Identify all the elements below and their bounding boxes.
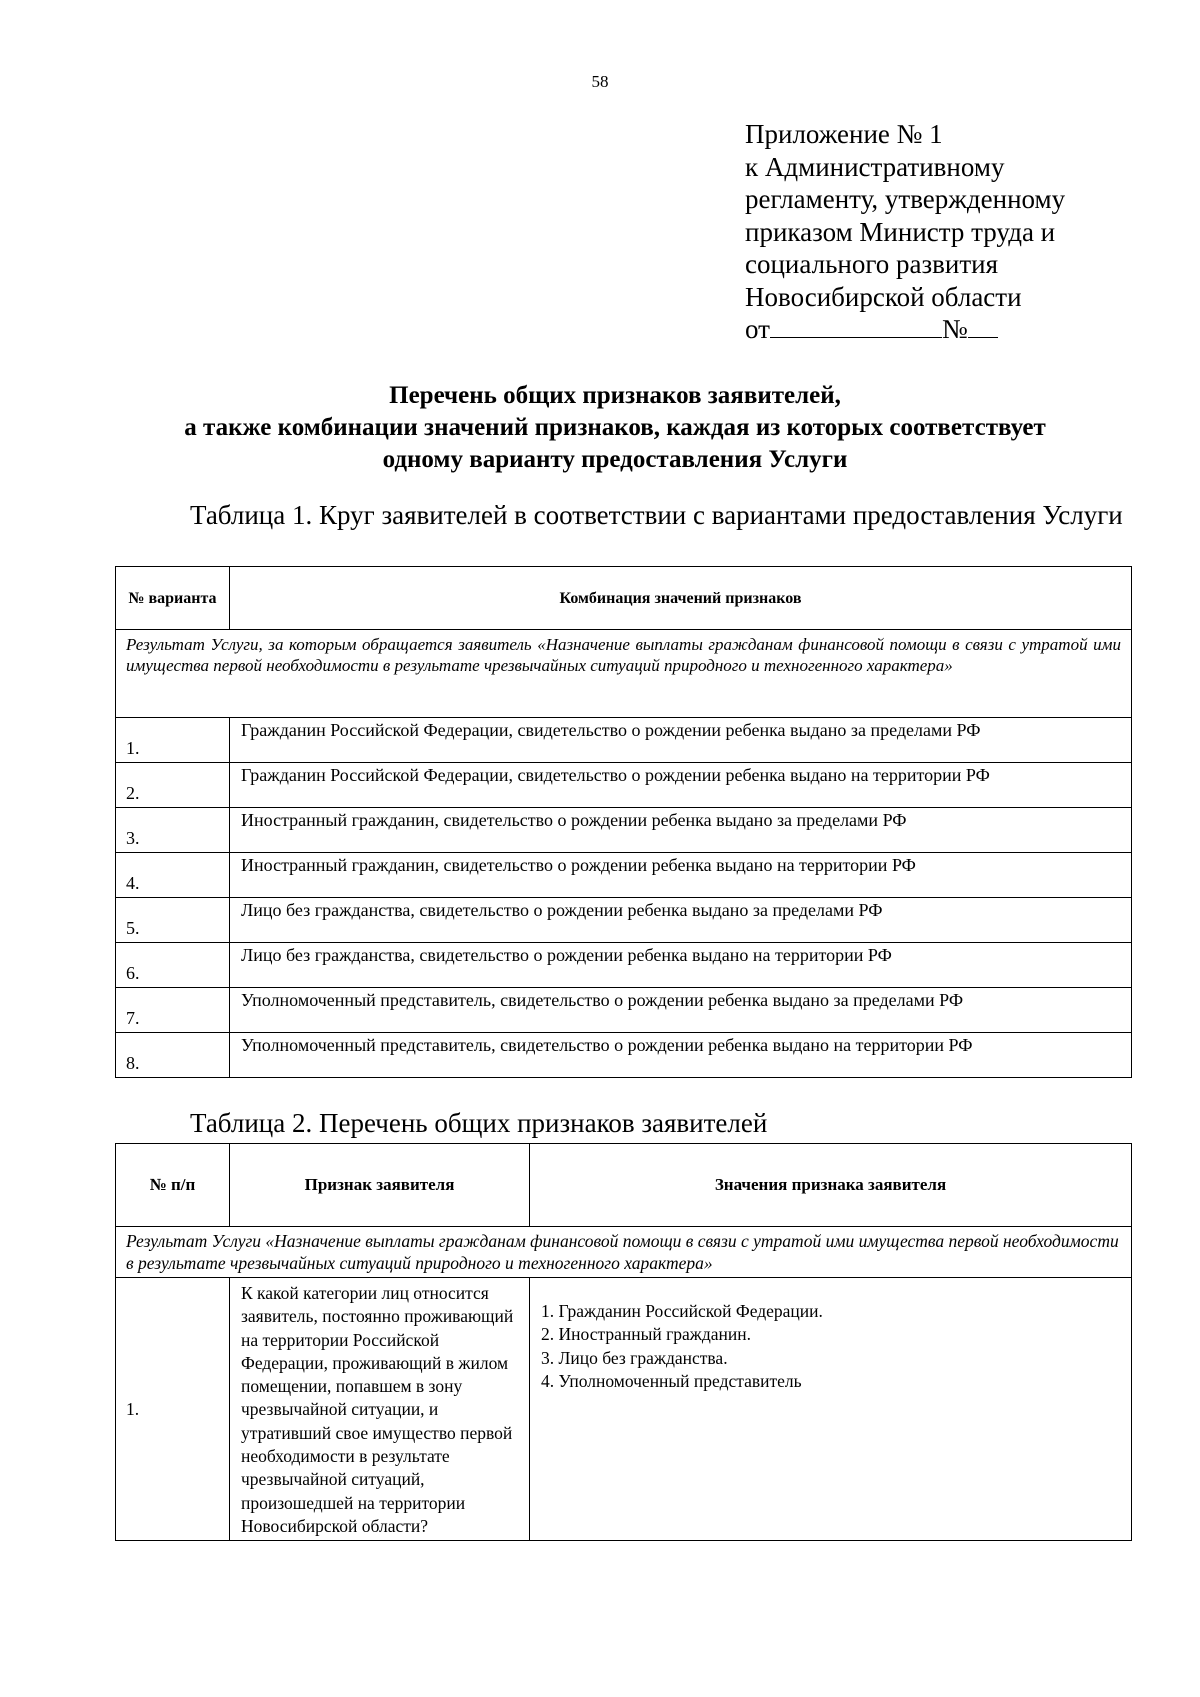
variant-text: Иностранный гражданин, свидетельство о рождении ребенка выдано на территории РФ [230, 853, 1132, 898]
table-row [116, 988, 1132, 1033]
date-blank [770, 315, 942, 338]
variant-number: 8. [116, 1033, 230, 1078]
table2 [115, 1143, 1132, 1541]
variant-number: 3. [116, 808, 230, 853]
table2-header-row [116, 1144, 1132, 1227]
header-variant-number: № варианта [116, 567, 230, 630]
table2-result-row [116, 1227, 1132, 1278]
appendix-line: к Административному [745, 151, 1005, 182]
number-blank [968, 315, 998, 338]
variant-number: 2. [116, 763, 230, 808]
title-line: Перечень общих признаков заявителей, [389, 382, 841, 409]
list-item: 3. Лицо без гражданства. [541, 1347, 728, 1368]
variant-number: 1. [116, 718, 230, 763]
header-attribute: Признак заявителя [230, 1144, 530, 1227]
header-values: Значения признака заявителя [530, 1144, 1132, 1227]
variant-text: Иностранный гражданин, свидетельство о рождении ребенка выдано за пределами РФ [230, 808, 1132, 853]
header-combination: Комбинация значений признаков [230, 567, 1132, 630]
appendix-block [745, 118, 1065, 346]
table-row [116, 853, 1132, 898]
table-row [116, 943, 1132, 988]
number-label: № [941, 314, 968, 344]
title-line: одному варианту предоставления Услуги [382, 446, 848, 473]
table1 [115, 566, 1132, 1078]
variant-number: 4. [116, 853, 230, 898]
variant-text: Лицо без гражданства, свидетельство о рождении ребенка выдано на территории РФ [230, 943, 1132, 988]
appendix-line: Приложение № 1 [745, 119, 943, 149]
title-line: а также комбинации значений признаков, каждая из которых соответствует [184, 414, 1046, 441]
appendix-line: Новосибирской области [745, 281, 1022, 312]
list-item: 4. Уполномоченный представитель [541, 1370, 802, 1391]
document-title [115, 380, 1115, 476]
variant-number: 6. [116, 943, 230, 988]
appendix-line: социального развития [745, 249, 999, 279]
variant-text: Гражданин Российской Федерации, свидетельство о рождении ребенка выдано на территории РФ [230, 763, 1132, 808]
table-row [116, 763, 1132, 808]
list-item: 1. Гражданин Российской Федерации. [541, 1301, 823, 1321]
date-label: от [745, 314, 770, 344]
appendix-date-number-line [745, 313, 1065, 346]
variant-text: Гражданин Российской Федерации, свидетельство о рождении ребенка выдано за пределами РФ [230, 718, 1132, 763]
item-number: 1. [116, 1278, 230, 1541]
result-text: Результат Услуги «Назначение выплаты гражданам финансовой помощи в связи с утратой ими имущества первой необходимости в результате чрезвычайных ситуаций природного и техногенного характера» [116, 1227, 1132, 1278]
table-row [116, 808, 1132, 853]
table-row [116, 898, 1132, 943]
appendix-line: приказом Министр труда и [745, 216, 1056, 247]
variant-text: Уполномоченный представитель, свидетельство о рождении ребенка выдано за пределами РФ [230, 988, 1132, 1033]
table-row [116, 1033, 1132, 1078]
table-row [116, 718, 1132, 763]
result-text: Результат Услуги, за которым обращается заявитель «Назначение выплаты гражданам финансовой помощи в связи с утратой ими имущества первой необходимости в результате чрезвычайных ситуаций природного и техногенного характера» [116, 630, 1132, 718]
values-list [530, 1278, 1132, 1541]
table2-caption: Таблица 2. Перечень общих признаков заявителей [190, 1108, 768, 1138]
header-item-number: № п/п [116, 1144, 230, 1227]
appendix-line: регламенту, утвержденному [745, 184, 1066, 214]
table-row [116, 1278, 1132, 1541]
variant-number: 5. [116, 898, 230, 943]
variant-number: 7. [116, 988, 230, 1033]
variant-text: Лицо без гражданства, свидетельство о рождении ребенка выдано за пределами РФ [230, 898, 1132, 943]
table1-caption: Таблица 1. Круг заявителей в соответствии с вариантами предоставления Услуги [190, 500, 1123, 530]
attribute-text: К какой категории лиц относится заявитель, постоянно проживающий на территории Российской Федерации, проживающий в жилом помещении, попавшем в зону чрезвычайной ситуации, и утративший свое имущество первой необходимости в результате чрезвычайной ситуаций, произошедшей на территории Новосибирской области? [230, 1278, 530, 1541]
variant-text: Уполномоченный представитель, свидетельство о рождении ребенка выдано на территории РФ [230, 1033, 1132, 1078]
list-item: 2. Иностранный гражданин. [541, 1324, 751, 1345]
page-number: 58 [591, 72, 609, 91]
table1-result-row [116, 630, 1132, 718]
table1-header-row [116, 567, 1132, 630]
